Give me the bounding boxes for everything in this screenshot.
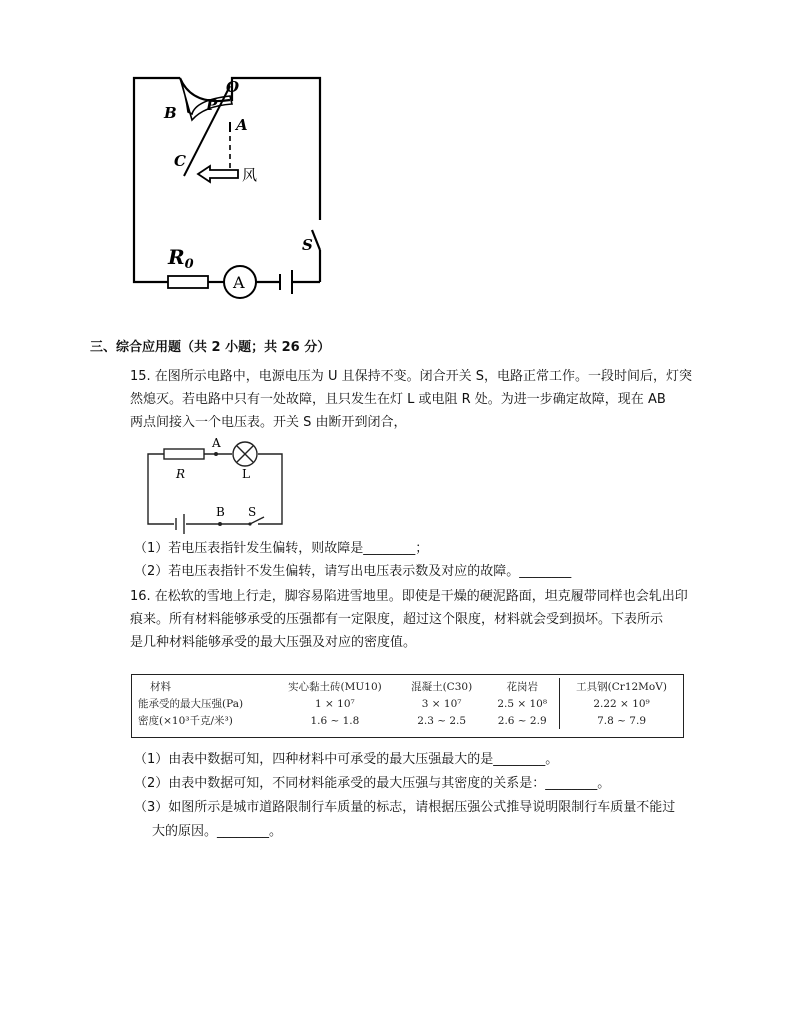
q16-sub-1: （1）由表中数据可知，四种材料中可承受的最大压强最大的是________。 (134, 752, 559, 767)
circuit-label-S: S (248, 505, 257, 519)
circuit-label-L: L (242, 467, 250, 481)
table-cell: 1.6 ~ 1.8 (310, 714, 360, 727)
table-cell: 1 × 10⁷ (315, 697, 355, 710)
table-header-cell: 材料 (150, 681, 171, 693)
q16-line-2: 痕来。所有材料能够承受的压强都有一定限度，超过这个限度，材料就会受到损坏。下表所示 (130, 612, 664, 627)
q15-circuit-diagram (140, 434, 290, 534)
table-cell: 2.3 ~ 2.5 (417, 714, 467, 727)
circuit-label-R: R (176, 467, 186, 481)
q16-sub-3-line-1: （3）如图所示是城市道路限制行车质量的标志，请根据压强公式推导说明限制行车质量不能过 (134, 800, 676, 815)
table-cell: 2.5 × 10⁸ (497, 697, 548, 710)
table-cell: 密度(×10³千克/米³) (138, 715, 233, 727)
label-wind: 风 (242, 166, 258, 184)
q16-sub-2: （2）由表中数据可知，不同材料能承受的最大压强与其密度的关系是：________。 (134, 776, 611, 791)
section-title: 三、综合应用题（共 2 小题；共 26 分） (90, 340, 331, 355)
table-row (132, 695, 683, 712)
table-header-cell: 混凝土(C30) (411, 681, 473, 693)
q15-sub-2: （2）若电压表指针不发生偏转，请写出电压表示数及对应的故障。________ (134, 564, 572, 579)
label-B: B (164, 104, 177, 122)
label-ammeter: A (233, 273, 245, 292)
table-cell: 能承受的最大压强(Pa) (138, 698, 244, 710)
circuit-label-A: A (212, 436, 221, 450)
circuit-label-B: B (216, 505, 225, 519)
q16-line-1: 16. 在松软的雪地上行走，脚容易陷进雪地里。即使是干燥的硬泥路面，坦克履带同样也会轧出印 (130, 589, 688, 604)
table-cell: 2.22 × 10⁹ (560, 695, 683, 712)
table-cell: 3 × 10⁷ (421, 697, 462, 710)
table-header-cell: 工具钢(Cr12MoV) (560, 678, 683, 695)
materials-table (131, 674, 684, 738)
table-row (132, 712, 683, 729)
q15-line-1: 15. 在图所示电路中，电源电压为 U 且保持不变。闭合开关 S，电路正常工作。一段时间后，灯突 (130, 369, 692, 384)
q15-sub-1: （1）若电压表指针发生偏转，则故障是________； (134, 541, 429, 556)
table-row (132, 678, 683, 695)
label-A-point: A (236, 116, 248, 134)
q15-line-3: 两点间接入一个电压表。开关 S 由断开到闭合， (130, 415, 407, 430)
q16-line-3: 是几种材料能够承受的最大压强及对应的密度值。 (130, 635, 417, 650)
q16-sub-3-line-2: 大的原因。________。 (152, 824, 283, 839)
label-R0: $R_0$ (168, 245, 194, 272)
label-C: C (174, 152, 186, 170)
table-cell: 7.8 ~ 7.9 (560, 712, 683, 729)
label-P: P (206, 96, 218, 114)
q15-line-2: 然熄灭。若电路中只有一处故障，且只发生在灯 L 或电阻 R 处。为进一步确定故障，现在 AB (130, 392, 666, 407)
label-S: S (302, 236, 313, 254)
table-header-cell: 花岗岩 (506, 681, 538, 693)
label-O: O (226, 78, 240, 96)
table-header-cell: 实心黏土砖(MU10) (288, 681, 382, 693)
table-cell: 2.6 ~ 2.9 (497, 714, 547, 727)
wind-circuit-diagram (120, 70, 340, 300)
